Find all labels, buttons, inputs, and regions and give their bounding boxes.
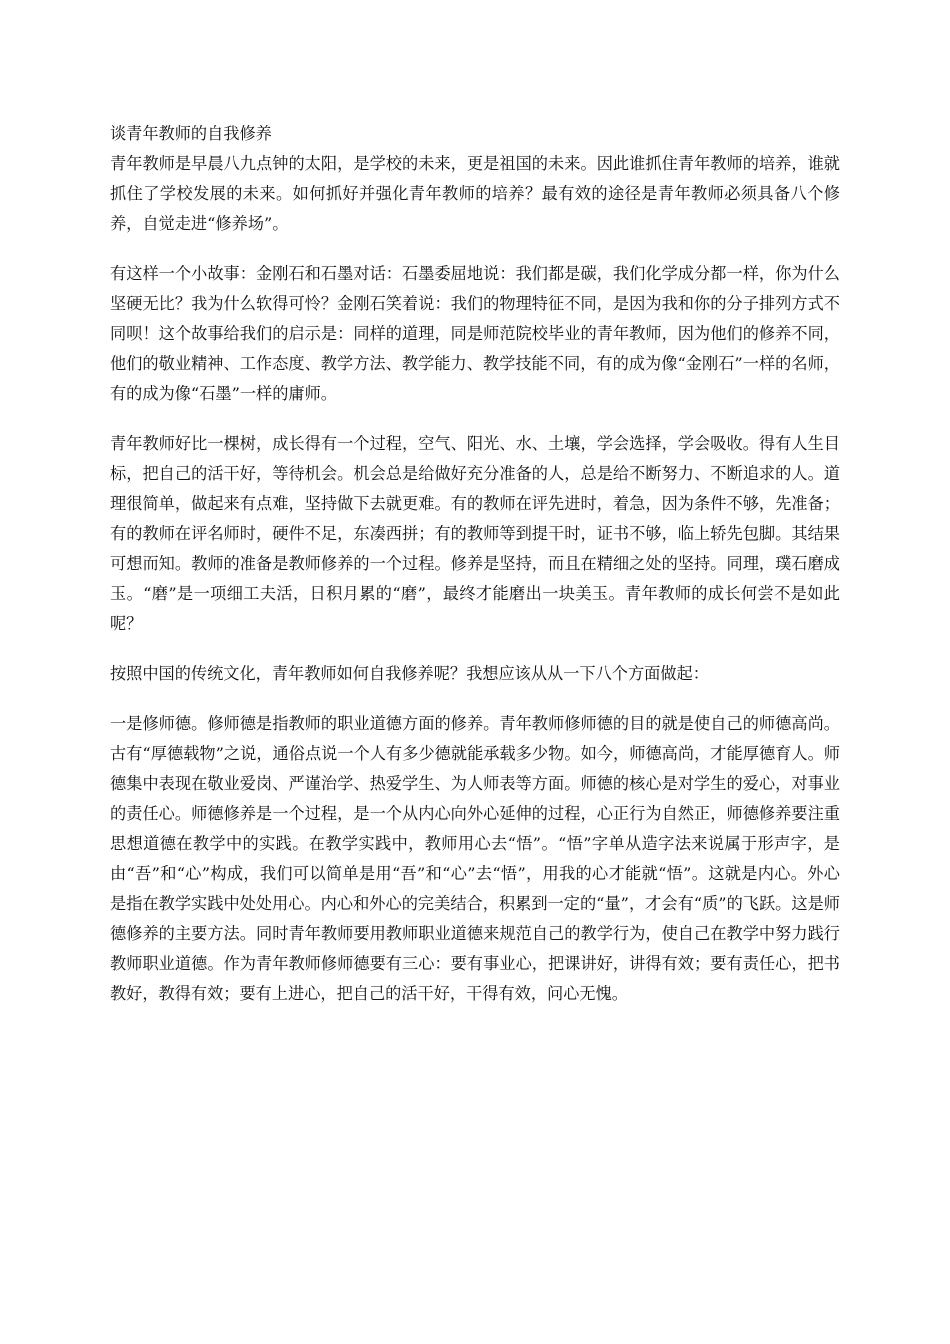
- paragraph-story: 有这样一个小故事：金刚石和石墨对话：石墨委屈地说：我们都是碳，我们化学成分都一样，你为什么坚硬无比？我为什么软得可怜？金刚石笑着说：我们的物理特征不同，是因为我和你的分子排列方式不同呗！这个故事给我们的启示是：同样的道理，同是师范院校毕业的青年教师，因为他们的修养不同，他们的敬业精神、工作态度、教学方法、教学能力、教学技能不同，有的成为像“金刚石”一样的名师，有的成为像“石墨”一样的庸师。: [110, 264, 840, 403]
- paragraph-growth: 青年教师好比一棵树，成长得有一个过程，空气、阳光、水、土壤，学会选择，学会吸收。得有人生目标，把自己的活干好，等待机会。机会总是给做好充分准备的人，总是给不断努力、不断追求的人。道理很简单，做起来有点难，坚持做下去就更难。有的教师在评先进时，着急，因为条件不够，先准备；有的教师在评名师时，硬件不足，东凑西拼；有的教师等到提干时，证书不够，临上轿先包脚。其结果可想而知。教师的准备是教师修养的一个过程。修养是坚持，而且在精细之处的坚持。同理，璞石磨成玉。“磨”是一项细工夫活，日积月累的“磨”，最终才能磨出一块美玉。青年教师的成长何尝不是如此呢？: [110, 434, 840, 633]
- paragraph-virtue: 一是修师德。修师德是指教师的职业道德方面的修养。青年教师修师德的目的就是使自己的师德高尚。古有“厚德载物”之说，通俗点说一个人有多少德就能承载多少物。如今，师德高尚，才能厚德育人。师德集中表现在敬业爱岗、严谨治学、热爱学生、为人师表等方面。师德的核心是对学生的爱心，对事业的责任心。师德修养是一个过程，是一个从内心向外心延伸的过程，心正行为自然正，师德修养要注重思想道德在教学中的实践。在教学实践中，教师用心去“悟”。“悟”字单从造字法来说属于形声字，是由“吾”和“心”构成，我们可以简单是用“吾”和“心”去“悟”，用我的心才能就“悟”。这就是内心。外心是指在教学实践中处处用心。内心和外心的完美结合，积累到一定的“量”，才会有“质”的飞跃。这是师德修养的主要方法。同时青年教师要用教师职业道德来规范自己的教学行为，使自己在教学中努力践行教师职业道德。作为青年教师修师德要有三心：要有事业心，把课讲好，讲得有效；要有责任心，把书教好，教得有效；要有上进心，把自己的活干好，干得有效，问心无愧。: [110, 714, 840, 1003]
- paragraph-intro: 青年教师是早晨八九点钟的太阳，是学校的未来，更是祖国的未来。因此谁抓住青年教师的培养，谁就抓住了学校发展的未来。如何抓好并强化青年教师的培养？最有效的途径是青年教师必须具备八个修养，自觉走进“修养场”。: [110, 154, 840, 233]
- document-body: [110, 119, 840, 1029]
- paragraph-question: 按照中国的传统文化，青年教师如何自我修养呢？我想应该从从一下八个方面做起：: [110, 664, 709, 683]
- document-title: 谈青年教师的自我修养: [110, 124, 272, 143]
